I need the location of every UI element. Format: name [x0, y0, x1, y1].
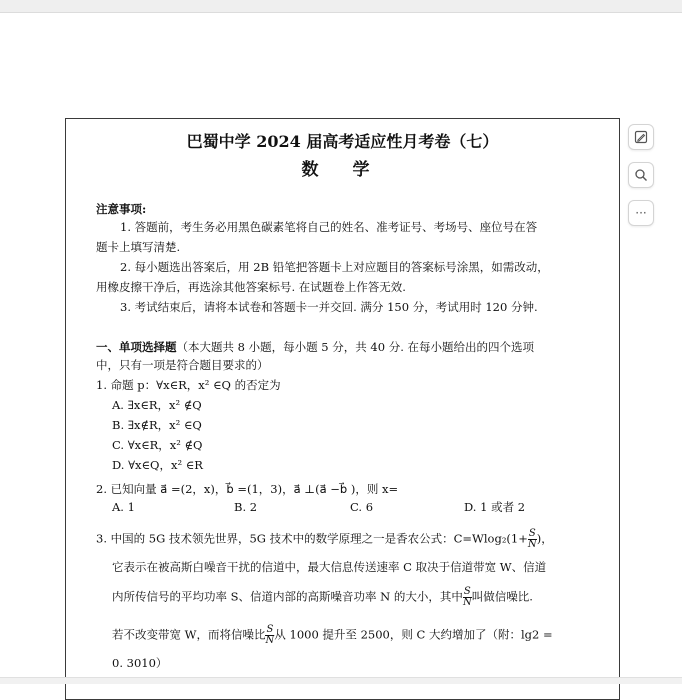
question-3-line-a — [96, 529, 553, 550]
question-3-line-d — [112, 625, 553, 646]
snr-numerator-3: S — [266, 624, 274, 635]
more-button[interactable] — [628, 200, 654, 226]
snr-fraction-1 — [528, 529, 537, 550]
section1-desc-b: 中，只有一项是符合题目要求的） — [96, 358, 269, 372]
search-button[interactable] — [628, 162, 654, 188]
q3-c-post: 叫做信噪比. — [471, 589, 533, 604]
side-toolbar — [628, 124, 654, 238]
notice-1b: 题卡上填写清楚. — [96, 240, 181, 254]
notice-2b: 用橡皮擦干净后，再选涂其他答案标号. 在试题卷上作答无效. — [96, 280, 406, 294]
notice-2a: 2. 每小题选出答案后，用 2B 铅笔把答题卡上对应题目的答案标号涂黑，如需改动， — [120, 260, 549, 274]
document-page — [65, 118, 620, 700]
q2-option-d: D. 1 或者 2 — [464, 500, 526, 514]
q1-option-d: D. ∀x∈Q，x² ∈R — [112, 458, 203, 472]
q2-option-b: B. 2 — [234, 500, 258, 514]
search-icon — [634, 168, 648, 182]
q2-option-c: C. 6 — [350, 500, 374, 514]
snr-numerator-1: S — [528, 528, 536, 539]
more-icon: ··· — [635, 206, 647, 220]
edit-region-icon — [634, 130, 648, 144]
q1-option-a: A. ∃x∈R，x² ∉Q — [112, 398, 202, 412]
q3-c-pre: 内所传信号的平均功率 S、信道内部的高斯噪音功率 N 的大小，其中 — [112, 589, 463, 604]
exam-title: 巴蜀中学 2024 届高考适应性月考卷（七） — [186, 132, 499, 151]
snr-denominator-1: N — [527, 539, 537, 550]
q3-a-post: )， — [536, 531, 553, 546]
q3-d-post: 从 1000 提升至 2500，则 C 大约增加了（附：lg2 = — [274, 627, 553, 642]
section1-title: 一、单项选择题 — [96, 340, 177, 354]
q3-a-pre: 3. 中国的 5G 技术领先世界，5G 技术中的数学原理之一是香农公式：C=Wlog₂(1+ — [96, 531, 528, 546]
notice-3: 3. 考试结束后，请将本试卷和答题卡一并交回. 满分 150 分，考试用时 120 分钟. — [120, 300, 538, 314]
section1-header — [96, 339, 534, 355]
section1-desc-a: （本大题共 8 小题，每小题 5 分，共 40 分. 在每小题给出的四个选项 — [176, 340, 535, 354]
snr-fraction-3 — [265, 625, 274, 646]
snr-numerator-2: S — [463, 586, 471, 597]
question-3-line-c — [112, 587, 533, 608]
q2-option-a: A. 1 — [112, 500, 135, 514]
q3-line-b: 它表示在被高斯白噪音干扰的信道中，最大信息传送速率 C 取决于信道带宽 W、信道 — [112, 560, 547, 574]
q1-option-c: C. ∀x∈R，x² ∉Q — [112, 438, 203, 452]
top-bar — [0, 0, 682, 13]
q3-line-e: 0. 3010） — [112, 656, 168, 670]
edit-region-button[interactable] — [628, 124, 654, 150]
q3-d-pre: 若不改变带宽 W，而将信噪比 — [112, 627, 266, 642]
snr-fraction-2 — [463, 587, 472, 608]
snr-denominator-3: N — [265, 635, 275, 646]
q1-option-b: B. ∃x∉R，x² ∈Q — [112, 418, 202, 432]
notice-heading: 注意事项: — [96, 202, 147, 216]
snr-denominator-2: N — [462, 597, 472, 608]
question-1: 1. 命题 p：∀x∈R，x² ∈Q 的否定为 — [96, 378, 281, 392]
exam-subject: 数 学 — [301, 160, 384, 180]
question-2: 2. 已知向量 a⃗ =(2，x)，b⃗ =(1，3)，a⃗ ⊥(a⃗ −b⃗ )，则 x= — [96, 482, 399, 496]
notice-1a: 1. 答题前，考生务必用黑色碳素笔将自己的姓名、准考证号、考场号、座位号在答 — [120, 220, 538, 234]
